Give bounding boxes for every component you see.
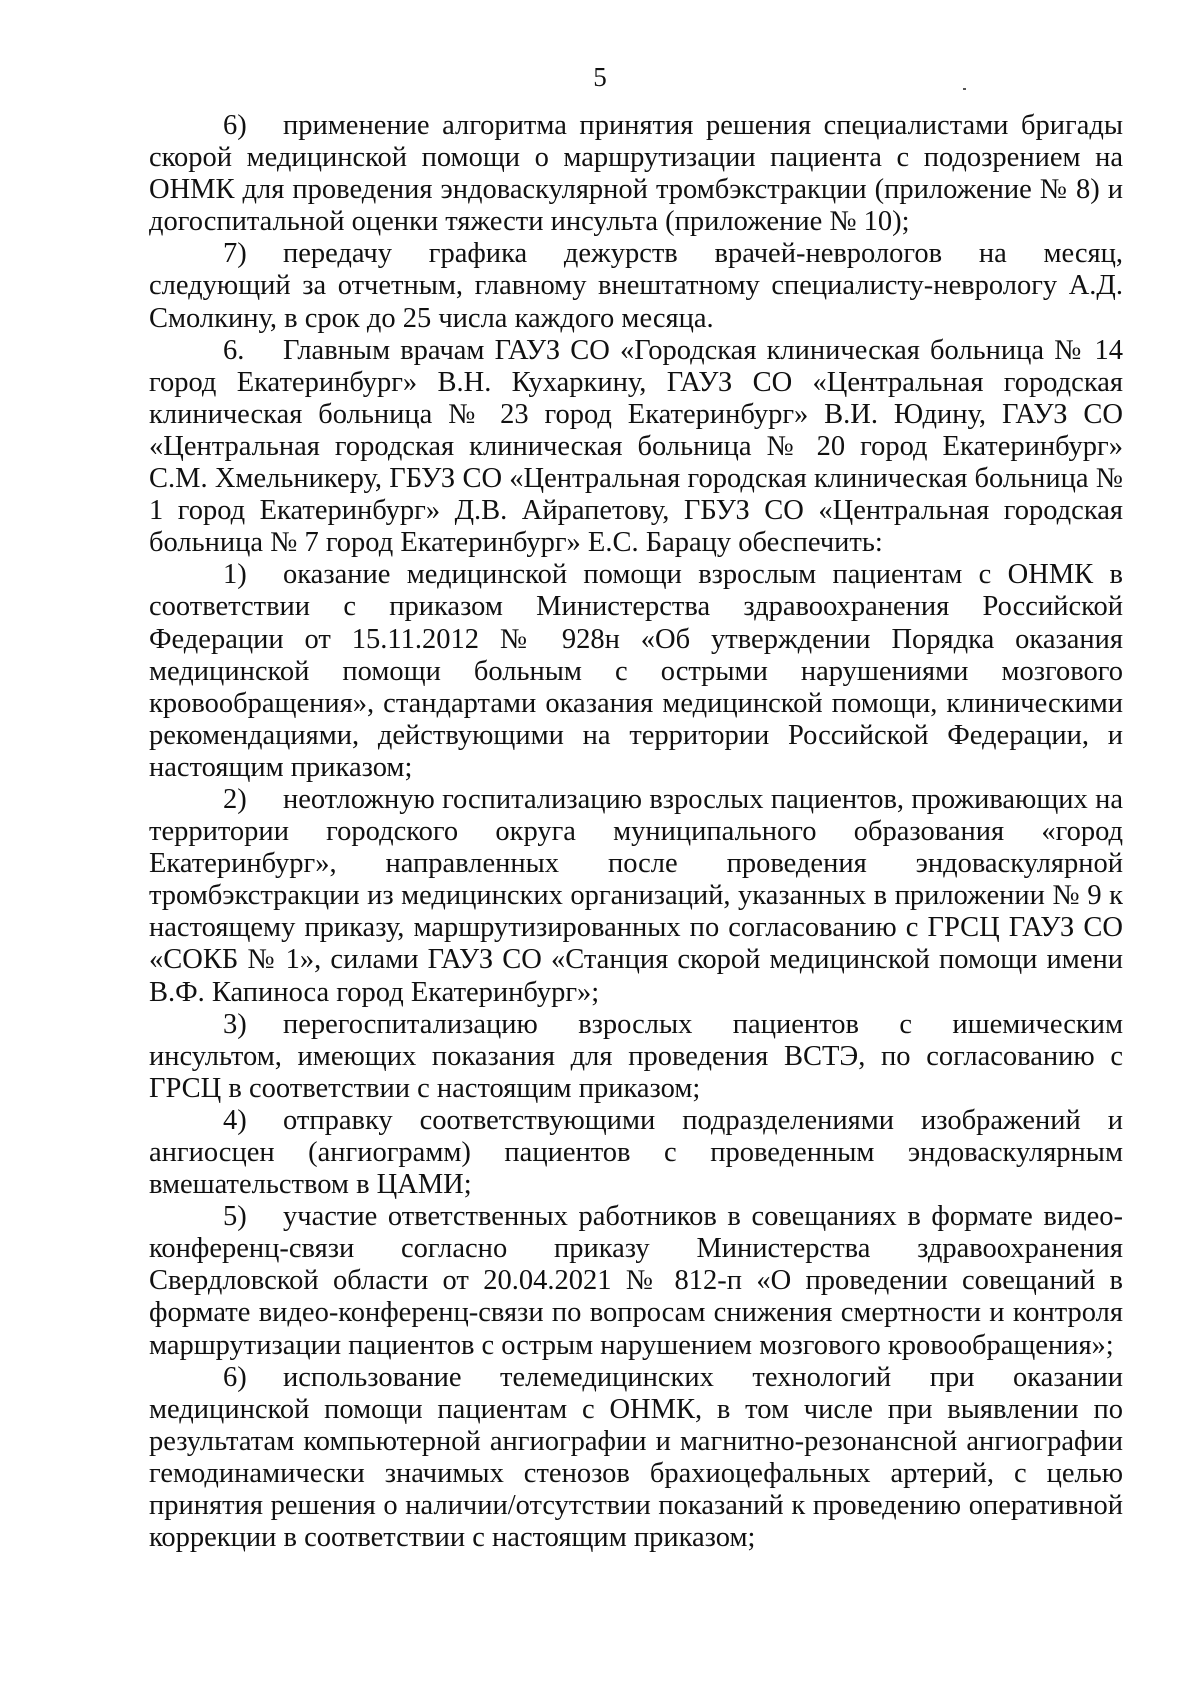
item-text: неотложную госпитализацию взрослых пациентов, проживающих на территории городского округа муниципального образования «город Екатеринбург», направленных после проведения эндоваскулярной тромбэкстракции из медицинских организаций, указанных в приложении № 9 к настоящему приказу, маршрутизированных по согласованию с ГРСЦ ГАУЗ СО «СОКБ № 1», силами ГАУЗ СО «Станция скорой медицинской помощи имени В.Ф. Капиноса город Екатеринбург»; <box>149 783 1123 1008</box>
scan-mark <box>963 88 966 90</box>
item-number: 6) <box>223 1361 247 1393</box>
list-item-2-hospitalization <box>149 784 1123 1009</box>
list-item-5-video-conferences <box>149 1201 1123 1361</box>
item-number: 7) <box>223 238 247 270</box>
item-text: оказание медицинской помощи взрослым пациентам с ОНМК в соответствии с приказом Министерства здравоохранения Российской Федерации от 15.11.2012 № 928н «Об утверждении Порядка оказания медицинской помощи больным с острыми нарушениями мозгового кровообращения», стандартами оказания медицинской помощи, клиническими рекомендациями, действующими на территории Российской Федерации, и настоящим приказом; <box>149 559 1123 783</box>
list-item-1-medical-care <box>149 559 1123 784</box>
item-text: перегоспитализацию взрослых пациентов с ишемическим инсультом, имеющих показания для проведения ВСТЭ, по согласованию с ГРСЦ в соответствии с настоящим приказом; <box>149 1008 1123 1104</box>
page-number: 5 <box>593 62 607 92</box>
section-text: Главным врачам ГАУЗ СО «Городская клиническая больница № 14 город Екатеринбург» В.Н. Кухаркину, ГАУЗ СО «Центральная городская клиническая больница № 23 город Екатеринбург» В.И. Юдину, ГАУЗ СО «Центральная городская клиническая больница № 20 город Екатеринбург» С.М. Хмельникеру, ГБУЗ СО «Центральная городская клиническая больница № 1 город Екатеринбург» Д.В. Айрапетову, ГБУЗ СО «Центральная городская больница № 7 город Екатеринбург» Е.С. Барацу обеспечить: <box>149 334 1123 559</box>
item-number: 3) <box>223 1008 247 1040</box>
list-item-6-algorithm <box>149 110 1123 238</box>
list-item-3-rehospitalization <box>149 1009 1123 1105</box>
item-text: применение алгоритма принятия решения специалистами бригады скорой медицинской помощи о маршрутизации пациента с подозрением на ОНМК для проведения эндоваскулярной тромбэкстракции (приложение № 8) и догоспитальной оценки тяжести инсульта (приложение № 10); <box>149 110 1123 238</box>
item-number: 6) <box>223 110 247 141</box>
document-body <box>149 110 1123 1554</box>
item-text: использование телемедицинских технологий при оказании медицинской помощи пациентам с ОНМК, в том числе при выявлении по результатам компьютерной ангиографии и магнитно-резонансной ангиографии гемодинамически значимых стенозов брахиоцефальных артерий, с целью принятия решения о наличии/отсутствии показаний к проведению оперативной коррекции в соответствии с настоящим приказом; <box>149 1361 1123 1554</box>
item-text: отправку соответствующими подразделениями изображений и ангиосцен (ангиограмм) пациентов с проведенным эндоваскулярным вмешательством в ЦАМИ; <box>149 1104 1123 1201</box>
item-number: 4) <box>223 1104 247 1136</box>
section-6-chief-physicians <box>149 335 1123 560</box>
section-number: 6. <box>223 334 245 366</box>
item-number: 1) <box>223 559 247 591</box>
item-number: 5) <box>223 1201 247 1233</box>
list-item-4-image-transfer <box>149 1105 1123 1201</box>
item-text: участие ответственных работников в совещаниях в формате видео-конференц-связи согласно приказу Министерства здравоохранения Свердловской области от 20.04.2021 № 812-п «О проведении совещаний в формате видео-конференц-связи по вопросам снижения смертности и контроля маршрутизации пациентов с острым нарушением мозгового кровообращения»; <box>149 1201 1123 1361</box>
item-number: 2) <box>223 783 247 815</box>
item-text: передачу графика дежурств врачей-неврологов на месяц, следующий за отчетным, главному внештатному специалисту-неврологу А.Д. Смолкину, в срок до 25 числа каждого месяца. <box>149 238 1123 334</box>
list-item-7-duty-schedule <box>149 238 1123 334</box>
list-item-6-telemedicine <box>149 1362 1123 1555</box>
